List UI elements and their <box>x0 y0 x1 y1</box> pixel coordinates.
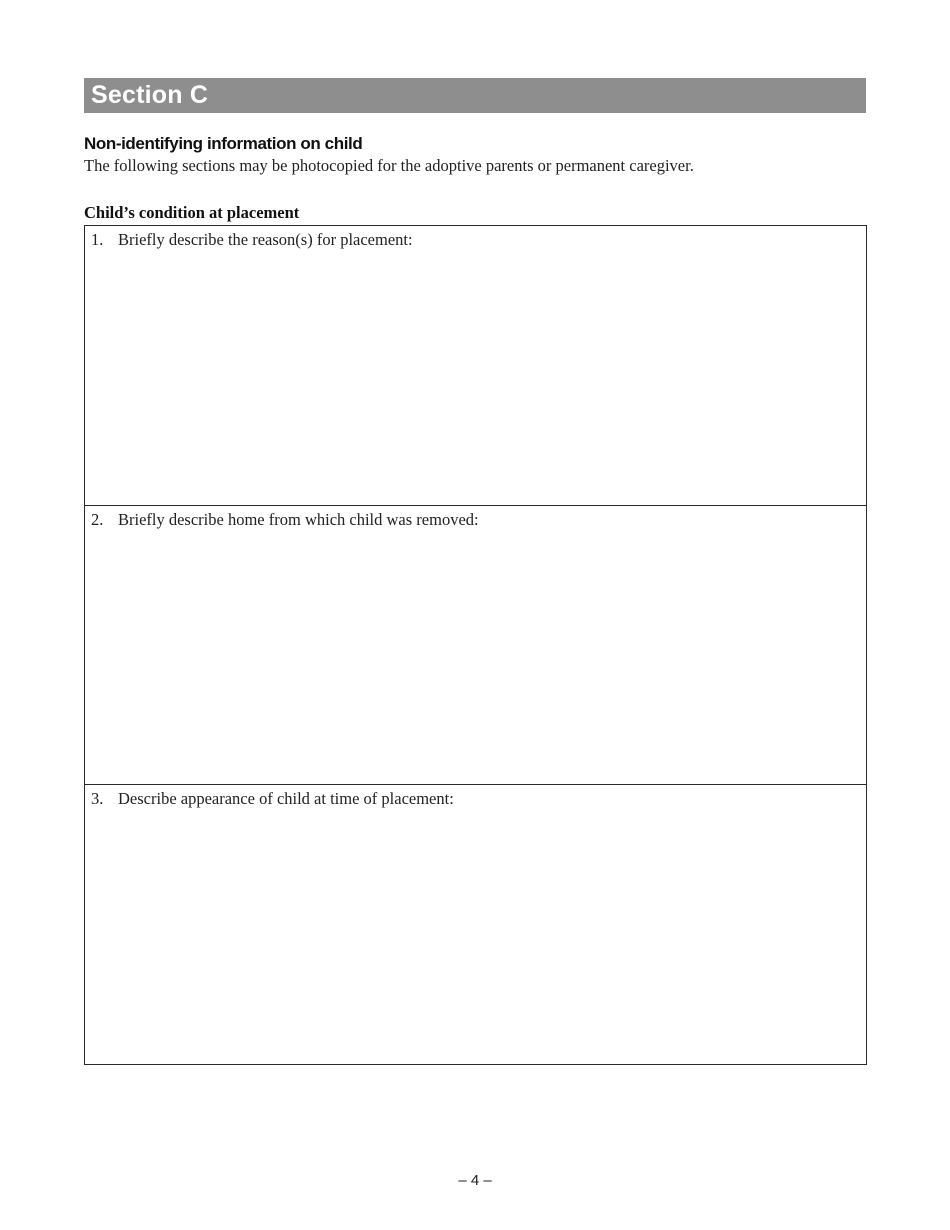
question-number: 2. <box>91 510 104 529</box>
group-label: Child’s condition at placement <box>84 203 300 222</box>
question-number: 1. <box>91 230 104 249</box>
question-label: Describe appearance of child at time of placement: <box>118 789 454 808</box>
question-2 <box>91 510 479 530</box>
question-label: Briefly describe the reason(s) for placement: <box>118 230 413 249</box>
subheading: Non-identifying information on child <box>84 134 363 153</box>
question-label: Briefly describe home from which child was removed: <box>118 510 479 529</box>
section-title: Section C <box>91 81 209 109</box>
answer-box-2[interactable] <box>85 505 866 785</box>
section-banner <box>84 78 866 113</box>
intro-text: The following sections may be photocopied for the adoptive parents or permanent caregiver. <box>84 156 694 175</box>
question-1 <box>91 230 413 250</box>
question-table <box>84 225 867 1065</box>
question-number: 3. <box>91 789 104 808</box>
answer-box-1[interactable] <box>85 226 866 506</box>
page-number: – 4 – <box>458 1172 492 1189</box>
question-3 <box>91 789 454 809</box>
answer-box-3[interactable] <box>85 784 866 1064</box>
